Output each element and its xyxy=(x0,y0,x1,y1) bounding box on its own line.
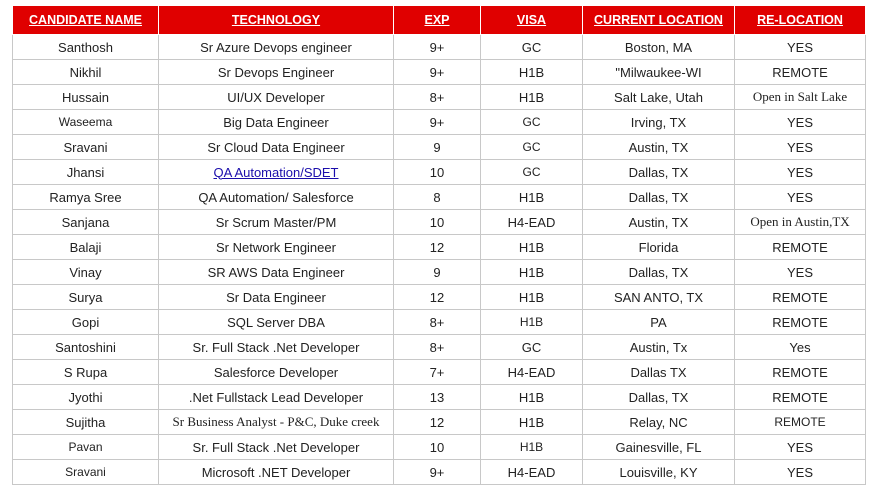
candidate-name-cell: Vinay xyxy=(13,260,159,285)
table-row xyxy=(13,85,866,110)
table-row xyxy=(13,135,866,160)
current-location-cell: SAN ANTO, TX xyxy=(583,285,735,310)
table-row xyxy=(13,385,866,410)
visa-cell: H1B xyxy=(481,260,583,285)
candidate-name-cell: Gopi xyxy=(13,310,159,335)
candidate-name-cell: Santhosh xyxy=(13,35,159,60)
exp-header: EXP xyxy=(394,6,481,35)
candidate-name-cell: Ramya Sree xyxy=(13,185,159,210)
relocation-cell: Yes xyxy=(735,335,866,360)
exp-cell: 9+ xyxy=(394,60,481,85)
candidate-name-cell: Surya xyxy=(13,285,159,310)
candidate-name-header: CANDIDATE NAME xyxy=(13,6,159,35)
visa-cell: GC xyxy=(481,135,583,160)
current-location-cell: Irving, TX xyxy=(583,110,735,135)
current-location-cell: Austin, TX xyxy=(583,210,735,235)
relocation-header: RE-LOCATION xyxy=(735,6,866,35)
visa-cell: H4-EAD xyxy=(481,460,583,485)
current-location-cell: Dallas TX xyxy=(583,360,735,385)
technology-header: TECHNOLOGY xyxy=(159,6,394,35)
technology-cell: SR AWS Data Engineer xyxy=(159,260,394,285)
relocation-cell: REMOTE xyxy=(735,235,866,260)
exp-cell: 7+ xyxy=(394,360,481,385)
relocation-cell: YES xyxy=(735,460,866,485)
exp-cell: 8+ xyxy=(394,335,481,360)
visa-cell: GC xyxy=(481,110,583,135)
technology-link[interactable]: QA Automation/SDET xyxy=(213,164,339,180)
technology-cell: Microsoft .NET Developer xyxy=(159,460,394,485)
technology-cell: Sr Data Engineer xyxy=(159,285,394,310)
visa-cell: H1B xyxy=(481,60,583,85)
technology-cell: .Net Fullstack Lead Developer xyxy=(159,385,394,410)
exp-cell: 9 xyxy=(394,260,481,285)
exp-cell: 8+ xyxy=(394,310,481,335)
visa-cell: GC xyxy=(481,335,583,360)
table-row xyxy=(13,60,866,85)
table-row xyxy=(13,160,866,185)
exp-cell: 9 xyxy=(394,135,481,160)
visa-cell: H1B xyxy=(481,235,583,260)
current-location-cell: Austin, TX xyxy=(583,135,735,160)
exp-cell: 12 xyxy=(394,235,481,260)
candidate-name-cell: Santoshini xyxy=(13,335,159,360)
candidate-name-cell: Waseema xyxy=(13,110,159,135)
technology-cell xyxy=(159,160,394,185)
candidate-name-cell: Jhansi xyxy=(13,160,159,185)
table-body xyxy=(13,35,866,485)
visa-cell: H1B xyxy=(481,310,583,335)
relocation-cell: YES xyxy=(735,110,866,135)
relocation-cell: REMOTE xyxy=(735,285,866,310)
exp-cell: 9+ xyxy=(394,35,481,60)
table-row xyxy=(13,35,866,60)
visa-cell: H1B xyxy=(481,85,583,110)
table-row xyxy=(13,185,866,210)
table-row xyxy=(13,235,866,260)
candidate-name-cell: S Rupa xyxy=(13,360,159,385)
relocation-cell: Open in Salt Lake xyxy=(735,85,866,110)
relocation-cell: YES xyxy=(735,35,866,60)
exp-cell: 9+ xyxy=(394,110,481,135)
candidate-table xyxy=(12,5,866,485)
current-location-cell: PA xyxy=(583,310,735,335)
technology-cell: Sr Network Engineer xyxy=(159,235,394,260)
technology-cell: Sr. Full Stack .Net Developer xyxy=(159,435,394,460)
exp-cell: 10 xyxy=(394,435,481,460)
candidate-name-cell: Nikhil xyxy=(13,60,159,85)
current-location-cell: Louisville, KY xyxy=(583,460,735,485)
current-location-header: CURRENT LOCATION xyxy=(583,6,735,35)
exp-cell: 8+ xyxy=(394,85,481,110)
table-row xyxy=(13,410,866,435)
visa-header: VISA xyxy=(481,6,583,35)
visa-cell: H4-EAD xyxy=(481,210,583,235)
technology-cell: QA Automation/ Salesforce xyxy=(159,185,394,210)
relocation-cell: YES xyxy=(735,435,866,460)
current-location-cell: Gainesville, FL xyxy=(583,435,735,460)
technology-cell: Sr Devops Engineer xyxy=(159,60,394,85)
candidate-name-cell: Sanjana xyxy=(13,210,159,235)
technology-cell: Salesforce Developer xyxy=(159,360,394,385)
exp-cell: 12 xyxy=(394,410,481,435)
technology-cell: Sr Cloud Data Engineer xyxy=(159,135,394,160)
current-location-cell: Relay, NC xyxy=(583,410,735,435)
candidate-name-cell: Pavan xyxy=(13,435,159,460)
technology-cell: SQL Server DBA xyxy=(159,310,394,335)
relocation-cell: REMOTE xyxy=(735,360,866,385)
relocation-cell: YES xyxy=(735,185,866,210)
visa-cell: GC xyxy=(481,160,583,185)
technology-cell: Sr. Full Stack .Net Developer xyxy=(159,335,394,360)
current-location-cell: Dallas, TX xyxy=(583,385,735,410)
table-row xyxy=(13,110,866,135)
exp-cell: 8 xyxy=(394,185,481,210)
candidate-name-cell: Sravani xyxy=(13,135,159,160)
exp-cell: 12 xyxy=(394,285,481,310)
technology-cell: Sr Scrum Master/PM xyxy=(159,210,394,235)
visa-cell: H1B xyxy=(481,185,583,210)
current-location-cell: Florida xyxy=(583,235,735,260)
visa-cell: H1B xyxy=(481,410,583,435)
visa-cell: H1B xyxy=(481,285,583,310)
exp-cell: 9+ xyxy=(394,460,481,485)
relocation-cell: YES xyxy=(735,135,866,160)
current-location-cell: Dallas, TX xyxy=(583,185,735,210)
table-row xyxy=(13,210,866,235)
table-row xyxy=(13,310,866,335)
current-location-cell: Boston, MA xyxy=(583,35,735,60)
relocation-cell: YES xyxy=(735,260,866,285)
table-row xyxy=(13,435,866,460)
table-row xyxy=(13,360,866,385)
technology-cell: Sr Azure Devops engineer xyxy=(159,35,394,60)
relocation-cell: REMOTE xyxy=(735,410,866,435)
relocation-cell: REMOTE xyxy=(735,310,866,335)
exp-cell: 10 xyxy=(394,160,481,185)
candidate-name-cell: Sravani xyxy=(13,460,159,485)
relocation-cell: YES xyxy=(735,160,866,185)
relocation-cell: Open in Austin,TX xyxy=(735,210,866,235)
exp-cell: 13 xyxy=(394,385,481,410)
relocation-cell: REMOTE xyxy=(735,385,866,410)
table-row xyxy=(13,335,866,360)
current-location-cell: Salt Lake, Utah xyxy=(583,85,735,110)
current-location-cell: "Milwaukee-WI xyxy=(583,60,735,85)
technology-cell: Sr Business Analyst - P&C, Duke creek xyxy=(159,410,394,435)
table-row xyxy=(13,460,866,485)
table-row xyxy=(13,260,866,285)
current-location-cell: Dallas, TX xyxy=(583,160,735,185)
technology-cell: Big Data Engineer xyxy=(159,110,394,135)
visa-cell: GC xyxy=(481,35,583,60)
current-location-cell: Dallas, TX xyxy=(583,260,735,285)
technology-cell: UI/UX Developer xyxy=(159,85,394,110)
candidate-name-cell: Jyothi xyxy=(13,385,159,410)
table-row xyxy=(13,285,866,310)
candidate-name-cell: Hussain xyxy=(13,85,159,110)
current-location-cell: Austin, Tx xyxy=(583,335,735,360)
visa-cell: H1B xyxy=(481,435,583,460)
relocation-cell: REMOTE xyxy=(735,60,866,85)
exp-cell: 10 xyxy=(394,210,481,235)
candidate-name-cell: Sujitha xyxy=(13,410,159,435)
candidate-name-cell: Balaji xyxy=(13,235,159,260)
visa-cell: H4-EAD xyxy=(481,360,583,385)
visa-cell: H1B xyxy=(481,385,583,410)
header-row xyxy=(13,6,866,35)
